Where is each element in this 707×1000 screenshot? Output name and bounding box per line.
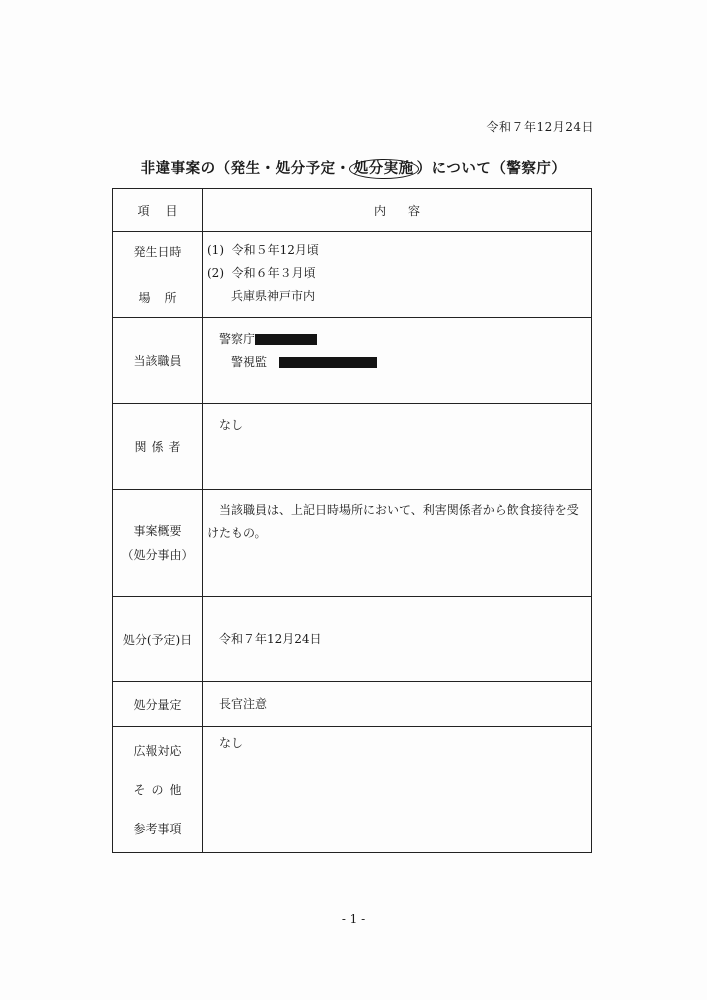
disposal-date-label-cell xyxy=(113,597,203,682)
occurrence-content-cell xyxy=(203,232,592,318)
table-header-row xyxy=(113,189,592,232)
related-content-cell xyxy=(203,404,592,490)
document-title xyxy=(0,157,707,179)
label-pr: 広報対応 xyxy=(133,743,182,758)
label-staff: 当該職員 xyxy=(133,354,182,368)
pr-row xyxy=(113,727,592,853)
pr-value: なし xyxy=(219,736,244,750)
disposal-amount-content-cell xyxy=(203,682,592,727)
disposal-amount-label-cell xyxy=(113,682,203,727)
disposal-amount-value: 長官注意 xyxy=(219,697,268,711)
occurrence-line-2: (2) 令和６年３月頃 xyxy=(207,266,316,280)
disposal-date-row xyxy=(113,597,592,682)
related-value: なし xyxy=(219,418,244,432)
occurrence-line-3: 兵庫県神戸市内 xyxy=(231,289,316,303)
related-row xyxy=(113,404,592,490)
staff-line-1 xyxy=(219,329,591,349)
summary-line-2: けたもの。 xyxy=(207,526,267,540)
title-circled-option: 処分実施 xyxy=(349,159,419,179)
staff-content-cell xyxy=(203,318,592,404)
summary-line-1: 当該職員は、上記日時場所において、利害関係者から飲食接待を受 xyxy=(219,503,579,517)
label-reference: 参考事項 xyxy=(133,821,182,836)
label-occurrence-place: 場所 xyxy=(138,290,191,305)
summary-row xyxy=(113,490,592,597)
header-item-label: 項目 xyxy=(137,203,194,218)
label-related: 関係者 xyxy=(134,440,186,454)
header-content-label: 内容 xyxy=(373,203,442,218)
label-summary-reason: （処分事由） xyxy=(121,548,194,562)
staff-rank: 警視監 xyxy=(231,355,268,369)
label-disposal-amount: 処分量定 xyxy=(133,697,182,712)
document-date: 令和７年12月24日 xyxy=(486,120,594,134)
staff-agency: 警察庁 xyxy=(219,332,256,346)
occurrence-line-1: (1) 令和５年12月頃 xyxy=(207,243,319,257)
pr-content-cell xyxy=(203,727,592,853)
header-item-cell xyxy=(113,189,203,232)
title-prefix: 非違事案の（発生・処分予定・ xyxy=(140,160,351,177)
disposal-date-value: 令和７年12月24日 xyxy=(219,632,322,646)
disposal-amount-row xyxy=(113,682,592,727)
label-summary: 事案概要 xyxy=(133,524,182,538)
header-content-cell xyxy=(203,189,592,232)
summary-label-cell xyxy=(113,490,203,597)
label-other: その他 xyxy=(133,782,188,797)
occurrence-label-cell xyxy=(113,232,203,318)
staff-line-2 xyxy=(219,352,591,372)
label-occurrence-date: 発生日時 xyxy=(133,244,182,259)
staff-label-cell xyxy=(113,318,203,404)
incident-table xyxy=(112,188,592,853)
redacted-block xyxy=(279,357,377,368)
related-label-cell xyxy=(113,404,203,490)
disposal-date-content-cell xyxy=(203,597,592,682)
redacted-block xyxy=(255,334,317,345)
occurrence-row xyxy=(113,232,592,318)
title-suffix: ）について（警察庁） xyxy=(416,160,567,177)
page-number: - 1 - xyxy=(341,912,366,926)
pr-label-cell xyxy=(113,727,203,853)
staff-row xyxy=(113,318,592,404)
summary-content-cell xyxy=(203,490,592,597)
label-disposal-date: 処分(予定)日 xyxy=(122,632,193,647)
